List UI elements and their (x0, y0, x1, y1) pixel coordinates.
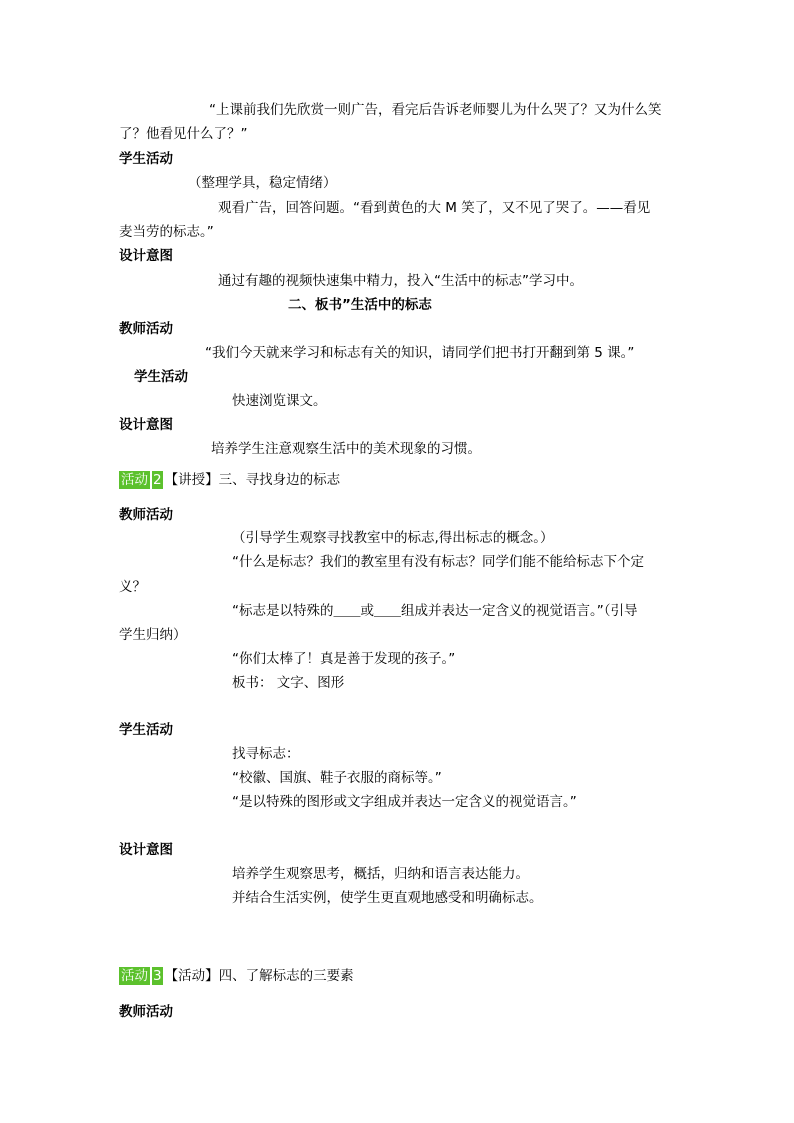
teacher-line: （引导学生观察寻找教室中的标志,得出标志的概念。） (232, 530, 554, 546)
teacher-line: “什么是标志？我们的教室里有没有标志？同学们能不能给标志下个定 (232, 554, 644, 570)
design-intent-heading: 设计意图 (119, 248, 173, 264)
teacher-quote-line-2: 了？他看见什么了？” (119, 126, 248, 142)
activity-title: 【活动】四、了解标志的三要素 (164, 968, 354, 984)
activity-header (119, 967, 354, 985)
board-writing: 板书： 文字、图形 (232, 675, 345, 691)
student-line: 快速浏览课文。 (232, 393, 327, 409)
design-intent-text: 培养学生观察思考，概括，归纳和语言表达能力。 (232, 866, 529, 882)
design-intent-heading: 设计意图 (119, 417, 173, 433)
student-activity-heading: 学生活动 (119, 722, 173, 738)
teacher-line: 义？ (119, 579, 146, 595)
teacher-activity-heading: 教师活动 (119, 1004, 173, 1020)
activity-number: 3 (153, 968, 162, 984)
teacher-activity-heading: 教师活动 (119, 321, 173, 337)
student-line: “是以特殊的图形或文字组成并表达一定含义的视觉语言。” (232, 794, 577, 810)
teacher-quote-line-1: “上课前我们先欣赏一则广告，看完后告诉老师婴儿为什么哭了？又为什么笑 (209, 102, 662, 118)
activity-number: 2 (153, 472, 162, 488)
student-line: 麦当劳的标志。” (119, 224, 214, 240)
teacher-line: “标志是以特殊的＿＿或＿＿组成并表达一定含义的视觉语言。”（引导 (232, 603, 638, 619)
student-activity-heading: 学生活动 (119, 151, 173, 167)
design-intent-heading: 设计意图 (119, 842, 173, 858)
student-activity-heading: 学生活动 (134, 369, 188, 385)
design-intent-text: 培养学生注意观察生活中的美术现象的习惯。 (211, 441, 481, 457)
teacher-line: “我们今天就来学习和标志有关的知识，请同学们把书打开翻到第 5 课。” (205, 345, 635, 361)
teacher-activity-heading: 教师活动 (119, 507, 173, 523)
student-line: （整理学具，稳定情绪） (188, 175, 337, 191)
student-line: “校徽、国旗、鞋子衣服的商标等。” (232, 770, 442, 786)
activity-title: 【讲授】三、寻找身边的标志 (164, 472, 341, 488)
activity-tag: 活动 (121, 472, 148, 488)
design-intent-text: 并结合生活实例，使学生更直观地感受和明确标志。 (232, 890, 543, 906)
section-title: 二、板书”生活中的标志 (288, 297, 432, 313)
teacher-line: “你们太棒了！真是善于发现的孩子。” (232, 651, 456, 667)
teacher-line: 学生归纳） (119, 627, 187, 643)
student-line: 观看广告，回答问题。“看到黄色的大 M 笑了，又不见了哭了。——看见 (218, 200, 651, 216)
design-intent-text: 通过有趣的视频快速集中精力，投入“生活中的标志”学习中。 (218, 273, 583, 289)
student-line: 找寻标志： (232, 746, 300, 762)
activity-header (119, 471, 340, 489)
activity-tag: 活动 (121, 968, 148, 984)
